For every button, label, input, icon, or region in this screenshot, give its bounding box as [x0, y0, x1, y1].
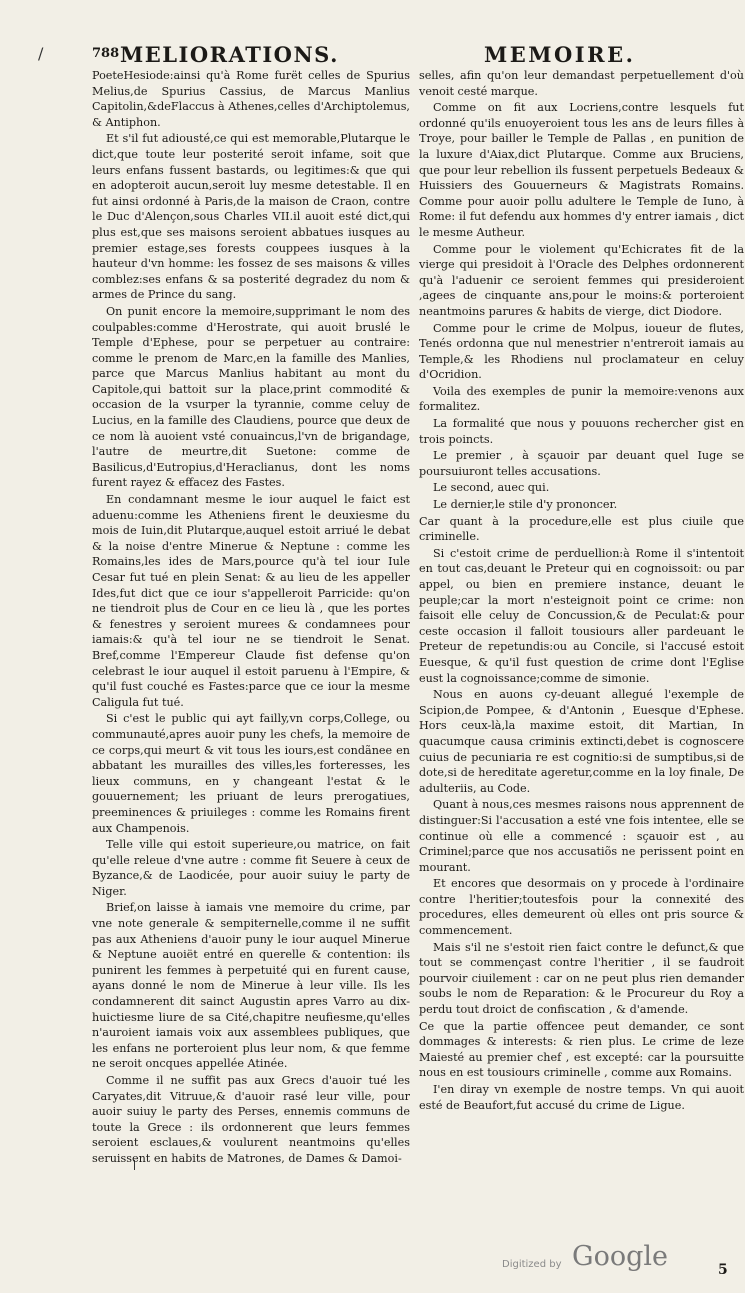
corner-signature-mark: 5	[718, 1262, 728, 1278]
paragraph: Nous en auons cy-deuant allegué l'exemple de Scipion,de Pompee, & d'Antonin , Euesque d'Ephese. Hors ceux-là,la maxime estoit, dit Martian, In quacumque causa criminis extincti,debet is cognoscere cuius de pecuniaria re est cognitio:si de sumptibus,si de dote,si de hereditate ageretur,comme en la loy finale, De adulteriis, au Code.	[419, 688, 744, 795]
running-head-right: MEMOIRE.	[484, 42, 636, 67]
paragraph: Si c'est le public qui ayt failly,vn corps,College, ou communauté,apres auoir puny les chefs, la memoire de ce corps,qui meurt & vit tous les iours,est condãnee en abbatant les murailles des villes,les forteresses, les lieux communs, en y changeant l'estat & le gouuernement; les priuant de leurs prerogatiues, preeminences & priuileges : comme les Romains firent aux Champenois.	[92, 712, 410, 835]
paragraph: On punit encore la memoire,supprimant le nom des coulpables:comme d'Herostrate, qui auoit bruslé le Temple d'Ephese, pour se perpetuer au contraire: comme le prenom de Marc,en la famille des Manlies, parce que Marcus Manlius habitant au mont du Capitole,qui battoit sur la place,print commodité & occasion de la vsurper la tyrannie, comme celuy de Lucius, en la famille des Claudiens, pource que deux de ce nom là auoient vsté conuaincus,l'vn de brigandage, l'autre de meurtre,dit Suetone: comme de Basilicus,d'Eutropius,d'Heraclianus, dont les noms furent rayez & effacez des Fastes.	[92, 304, 410, 490]
paragraph: Le dernier,le stile d'y prononcer.	[433, 498, 618, 512]
paragraph: Comme pour le violement qu'Echicrates fit de la vierge qui presidoit à l'Oracle des Delphes ordonnerent qu'à l'aduenir ce seroient femmes qui presideroient ,agees de cinquante ans,pour le moins:& porteroient neantmoins parures & habits de vierge, dict Diodore.	[419, 242, 744, 318]
paragraph: Comme on fit aux Locriens,contre lesquels fut ordonné qu'ils enuoyeroient tous les ans de leurs filles à Troye, pour bailler le Temple de Pallas , en punition de la luxure d'Aiax,dict Plutarque. Comme aux Bruciens, que pour leur rebellion ils fussent perpetuels Bedeaux & Huissiers des Gouuerneurs & Magistrats Romains. Comme pour auoir pollu adultere le Temple de Iuno, à Rome: il fut defendu aux hommes d'y entrer iamais , dict le mesme Autheur.	[419, 101, 744, 239]
digitized-by-label: Digitized by	[502, 1259, 562, 1270]
google-logo: Google	[572, 1241, 668, 1272]
paragraph: Le premier , à sçauoir par deuant quel Iuge se poursuiuront telles accusations.	[419, 449, 744, 478]
paragraph: selles, afin qu'on leur demandast perpetuellement d'où venoit cesté marque.	[419, 69, 744, 98]
paragraph: Le second, auec qui.	[433, 481, 550, 495]
paragraph: Comme il ne suffit pas aux Grecs d'auoir tué les Caryates,dit Vitruue,& d'auoir rasé leur ville, pour auoir suiuy le party des Perses, ennemis communs de toute la Grece : ils ordonnerent que leurs femmes seroient esclaues,& voulurent neantmoins qu'elles seruissent en habits de Matrones, de Dames & Damoi-	[92, 1074, 410, 1165]
paragraph: La formalité que nous y pouuons rechercher gist en trois poincts.	[419, 417, 744, 446]
paragraph: PoeteHesiode:ainsi qu'à Rome furët celles de Spurius Melius,de Spurius Cassius, de Marcus Manlius Capitolin,&deFlaccus à Athenes,celles d'Archiptolemus, & Antiphon.	[92, 69, 410, 129]
margin-mark-icon: /	[38, 44, 44, 63]
paragraph: Si c'estoit crime de perduellion:à Rome il s'intentoit en tout cas,deuant le Preteur qui en cognoissoit: ou par appel, ou bien en premiere instance, deuant le peuple;car la mort n'esteignoit point ce crime: non faisoit elle celuy de Concussion,& de Peculat:& pour ceste occasion il falloit tousiours aller pardeuant le Preteur de repetundis:ou au Concile, si l'accusé estoit Euesque, & qu'il fust question de crime dont l'Eglise eust la cognoissance;comme de simonie.	[419, 546, 744, 685]
paragraph: Mais s'il ne s'estoit rien faict contre le defunct,& que tout se commençast contre l'heritier , il se faudroit pourvoir ciuilement : car on ne peut plus rien demander soubs le nom de Reparation: & le Procureur du Roy a perdu tout droict de confiscation , & d'amende.	[419, 940, 744, 1017]
page-header	[92, 30, 742, 72]
paragraph: Telle ville qui estoit superieure,ou matrice, on fait qu'elle releue d'vne autre : comme fit Seuere à ceux de Byzance,& de Laodicée, pour auoir suiuy le party de Niger.	[92, 838, 410, 898]
paragraph: En condamnant mesme le iour auquel le faict est aduenu:comme les Atheniens firent le deuxiesme du mois de Iuin,dit Plutarque,auquel estoit arriué le debat & la noise d'entre Minerue & Neptune : comme les Romains,les ides de Mars,pource qu'à tel iour Iule Cesar fut tué en plein Senat: & au lieu de les appeller Ides,fut dict que ce iour s'appelleroit Parricide: qu'on ne tiendroit plus de Cour en ce lieu là , que les portes & fenestres y seroient murees & condamnees pour iamais:& qu'à tel iour ne se tiendroit le Senat. Bref,comme l'Empereur Claude fist defense qu'on celebrast le iour auquel il estoit paruenu à l'Empire, & qu'il fust couché es Fastes:parce que ce iour la mesme Caligula fut tué.	[92, 493, 410, 709]
page-number: 788	[92, 46, 120, 61]
paragraph: Comme pour le crime de Molpus, ioueur de flutes, Tenés ordonna que nul menestrier n'entreroit iamais au Temple,& les Rhodiens nul proclamateur en celuy d'Ocridion.	[419, 321, 744, 382]
right-column	[419, 68, 744, 1113]
running-head-left: MELIORATIONS.	[120, 42, 339, 67]
paragraph: Voila des exemples de punir la memoire:venons aux formalitez.	[419, 384, 744, 414]
paragraph: Car quant à la procedure,elle est plus ciuile que criminelle.	[419, 514, 744, 544]
digitization-watermark	[502, 1241, 722, 1281]
paragraph: I'en diray vn exemple de nostre temps. Vn qui auoit esté de Beaufort,fut accusé du crime de Ligue.	[419, 1083, 744, 1112]
paragraph: Et encores que desormais on y procede à l'ordinaire contre l'heritier;toutesfois pour la connexité des procedures, elles demeurent où elles ont pris source & commencement.	[419, 877, 744, 938]
left-column	[92, 68, 410, 1167]
paragraph: Brief,on laisse à iamais vne memoire du crime, par vne note generale & sempiternelle,comme il ne suffit pas aux Atheniens d'auoir puny le iour auquel Minerue & Neptune auoiët entré en querelle & contention: ils punirent les femmes à perpetuité qui en furent cause, ayans donné le nom de Minerue à leur ville. Ils les condamnerent dit sainct Augustin apres Varro au dix-huictiesme liure de sa Cité,chapitre neufiesme,qu'elles n'auroient iamais voix aux assemblees publiques, que les enfans ne porteroient plus leur nom, & que femme ne seroit oncques appellée Atinée.	[92, 901, 410, 1071]
paragraph: Et s'il fut adiousté,ce qui est memorable,Plutarque le dict,que toute leur posterité seroit infame, soit que leurs enfans fussent bastards, ou legitimes:& que qui en adopteroit aucun,seroit luy mesme detestable. Il en fut ainsi ordonné à Paris,de la maison de Craon, contre le Duc d'Alençon,sous Charles VII.il auoit esté dict,qui plus est,que ses maisons seroient abbatues iusques au premier estage,ses forests couppees iusques à la hauteur d'vn homme: les fossez de ses maisons & villes comblez:ses enfans & sa posterité degradez du nom & armes de Prince du sang.	[92, 132, 410, 302]
paragraph: Ce que la partie offencee peut demander, ce sont dommages & interests: & rien plus. Le crime de leze Maiesté au premier chef , est excepté: car la poursuitte nous en est tousiours criminelle , comme aux Romains.	[419, 1019, 744, 1080]
paragraph: Quant à nous,ces mesmes raisons nous apprennent de distinguer:Si l'accusation a esté vne fois intentee, elle se continue où elle a commencé : sçauoir est , au Criminel;parce que nos accusatiõs ne perissent point en mourant.	[419, 798, 744, 874]
